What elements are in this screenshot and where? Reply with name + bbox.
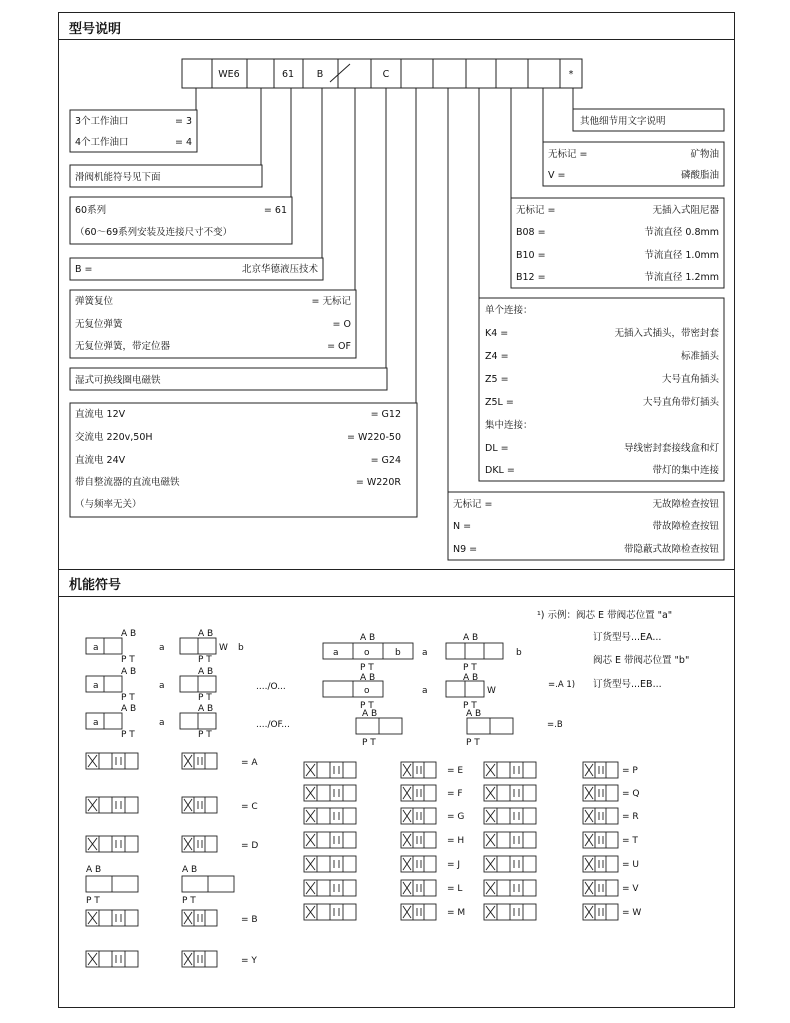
pos-a-label: a xyxy=(93,681,99,691)
function-code: = A xyxy=(241,758,258,768)
series-code: = 61 xyxy=(263,205,287,216)
connection-desc: 大号直角带灯插头 xyxy=(642,397,719,408)
suffix-o-label: ..../O... xyxy=(256,682,286,692)
note-order-eb: 订货型号...EB... xyxy=(593,679,662,690)
pt-label: P T xyxy=(463,663,477,673)
pos-a-label: a xyxy=(93,718,99,728)
spring-label: 无复位弹簧 xyxy=(75,319,123,330)
function-code: = F xyxy=(447,789,463,799)
voltage-code: = W220R xyxy=(355,477,401,488)
function-code: = H xyxy=(447,836,465,846)
pos-a-label: a xyxy=(93,643,99,653)
spring-w-label: W xyxy=(487,686,496,696)
ab-label: A B xyxy=(198,667,214,677)
button-code: N = xyxy=(453,521,472,532)
spring-label: 弹簧复位 xyxy=(75,296,114,307)
magnet-note: 湿式可换线圈电磁铁 xyxy=(75,375,161,386)
button-code: N9 = xyxy=(453,544,478,555)
function-code: = L xyxy=(447,884,463,894)
spring-code: = OF xyxy=(327,341,351,352)
suffix-of-label: ..../OF... xyxy=(256,720,290,730)
maker-code: B = xyxy=(75,264,93,275)
connection-desc: 带灯的集中连接 xyxy=(652,465,719,476)
note-example: ¹) 示例：阀芯 E 带阀芯位置 "a" xyxy=(537,610,673,621)
ab-label: A B xyxy=(182,865,198,875)
ab-label: A B xyxy=(360,673,376,683)
pt-label: P T xyxy=(198,655,212,665)
connection-code: DKL = xyxy=(485,465,515,476)
pos-a-label: a xyxy=(159,681,165,691)
voltage-label: 直流电 24V xyxy=(75,455,126,466)
ab-label: A B xyxy=(360,633,376,643)
eq-a1-label: =.A 1) xyxy=(548,680,576,690)
ab-label: A B xyxy=(121,629,137,639)
throttle-code: B10 = xyxy=(516,250,546,261)
ab-label: A B xyxy=(121,704,137,714)
eq-b-label: =.B xyxy=(547,720,563,730)
model-section-title: 型号说明 xyxy=(69,22,122,37)
ab-label: A B xyxy=(463,673,479,683)
ports-code-4: = 4 xyxy=(174,137,192,148)
pt-label: P T xyxy=(466,738,480,748)
ab-label: A B xyxy=(463,633,479,643)
spring-label: 无复位弹簧，带定位器 xyxy=(75,341,171,352)
pt-label: P T xyxy=(121,730,135,740)
pos-o-label: o xyxy=(364,686,370,696)
function-code: = J xyxy=(447,860,461,870)
note-order-ea: 订货型号...EA... xyxy=(593,632,662,643)
pt-label: P T xyxy=(86,896,100,906)
connection-desc: 标准插头 xyxy=(680,351,719,362)
ports-label-3: 3个工作油口 xyxy=(75,116,129,127)
oil-code: 无标记 = xyxy=(548,149,588,160)
pt-label: P T xyxy=(182,896,196,906)
pt-label: P T xyxy=(360,701,374,711)
function-code: = P xyxy=(622,766,638,776)
maker-name: 北京华德液压技术 xyxy=(241,264,318,275)
code-cell-maker: B xyxy=(316,69,324,80)
series-note: （60～69系列安装及连接尺寸不变） xyxy=(75,227,233,238)
pt-label: P T xyxy=(198,730,212,740)
other-note: 其他细节用文字说明 xyxy=(580,116,666,127)
connection-code: Z5L = xyxy=(485,397,514,408)
connection-code: Z4 = xyxy=(485,351,509,362)
pos-b-label: b xyxy=(238,643,244,653)
function-code: = M xyxy=(447,908,466,918)
function-code: = B xyxy=(241,915,258,925)
throttle-desc: 节流直径 0.8mm xyxy=(644,227,719,238)
connection-code: DL = xyxy=(485,443,509,454)
ab-label: A B xyxy=(362,709,378,719)
button-code: 无标记 = xyxy=(453,499,493,510)
pos-b-label: b xyxy=(395,648,401,658)
throttle-code: B12 = xyxy=(516,272,546,283)
function-code: = G xyxy=(447,812,465,822)
pt-label: P T xyxy=(360,663,374,673)
button-desc: 带隐蔽式故障检查按钮 xyxy=(623,544,719,555)
spring-w-label: W xyxy=(219,643,228,653)
ports-label-4: 4个工作油口 xyxy=(75,137,129,148)
connection-heading: 单个连接： xyxy=(485,305,533,316)
voltage-code: = G24 xyxy=(370,455,401,466)
function-code: = W xyxy=(622,908,642,918)
pos-a-label: a xyxy=(422,686,428,696)
code-cell-series: 61 xyxy=(281,69,295,80)
ab-label: A B xyxy=(86,865,102,875)
code-cell-magnet: C xyxy=(382,69,390,80)
pos-a-label: a xyxy=(422,648,428,658)
voltage-label: 带自整流器的直流电磁铁 xyxy=(75,477,180,488)
button-desc: 无故障检查按钮 xyxy=(652,499,719,510)
throttle-desc: 无插入式阻尼器 xyxy=(652,205,719,216)
function-code: = V xyxy=(622,884,639,894)
note-example-b: 阀芯 E 带阀芯位置 "b" xyxy=(593,655,690,666)
function-code: = R xyxy=(622,812,639,822)
spring-code: = O xyxy=(332,319,351,330)
code-cell-type: WE6 xyxy=(218,69,240,80)
pt-label: P T xyxy=(121,655,135,665)
button-desc: 带故障检查按钮 xyxy=(652,521,719,532)
pos-a-label: a xyxy=(333,648,339,658)
throttle-desc: 节流直径 1.0mm xyxy=(644,250,719,261)
oil-code: V = xyxy=(548,170,566,181)
code-cell-other: * xyxy=(568,69,574,80)
function-section-title: 机能符号 xyxy=(69,578,122,593)
ab-label: A B xyxy=(121,667,137,677)
connection-desc: 无插入式插头，带密封套 xyxy=(614,328,719,339)
ab-label: A B xyxy=(198,704,214,714)
throttle-code: 无标记 = xyxy=(516,205,556,216)
pos-b-label: b xyxy=(516,648,522,658)
series-label: 60系列 xyxy=(75,205,107,216)
throttle-code: B08 = xyxy=(516,227,546,238)
function-code: = T xyxy=(622,836,638,846)
spool-note: 滑阀机能符号见下面 xyxy=(75,172,161,183)
pt-label: P T xyxy=(198,693,212,703)
pos-a-label: a xyxy=(159,643,165,653)
pt-label: P T xyxy=(463,701,477,711)
voltage-code: = W220-50 xyxy=(346,432,401,443)
pos-a-label: a xyxy=(159,718,165,728)
voltage-note: （与频率无关） xyxy=(75,499,142,510)
oil-desc: 矿物油 xyxy=(690,149,719,160)
pos-o-label: o xyxy=(364,648,370,658)
pt-label: P T xyxy=(362,738,376,748)
connection-code: Z5 = xyxy=(485,374,509,385)
pt-label: P T xyxy=(121,693,135,703)
connection-heading: 集中连接： xyxy=(485,420,533,431)
ports-code-3: = 3 xyxy=(174,116,192,127)
oil-desc: 磷酸脂油 xyxy=(680,170,719,181)
function-code: = Q xyxy=(622,789,640,799)
function-code: = E xyxy=(447,766,464,776)
function-code: = D xyxy=(241,841,259,851)
throttle-desc: 节流直径 1.2mm xyxy=(644,272,719,283)
connection-code: K4 = xyxy=(485,328,509,339)
voltage-label: 直流电 12V xyxy=(75,409,126,420)
spring-code: = 无标记 xyxy=(311,296,351,307)
voltage-label: 交流电 220v,50H xyxy=(75,432,153,443)
function-code: = U xyxy=(622,860,639,870)
connection-desc: 导线密封套接线盒和灯 xyxy=(623,443,719,454)
ab-label: A B xyxy=(466,709,482,719)
function-code: = Y xyxy=(241,956,257,966)
voltage-code: = G12 xyxy=(370,409,401,420)
ab-label: A B xyxy=(198,629,214,639)
function-code: = C xyxy=(241,802,258,812)
connection-desc: 大号直角插头 xyxy=(661,374,719,385)
